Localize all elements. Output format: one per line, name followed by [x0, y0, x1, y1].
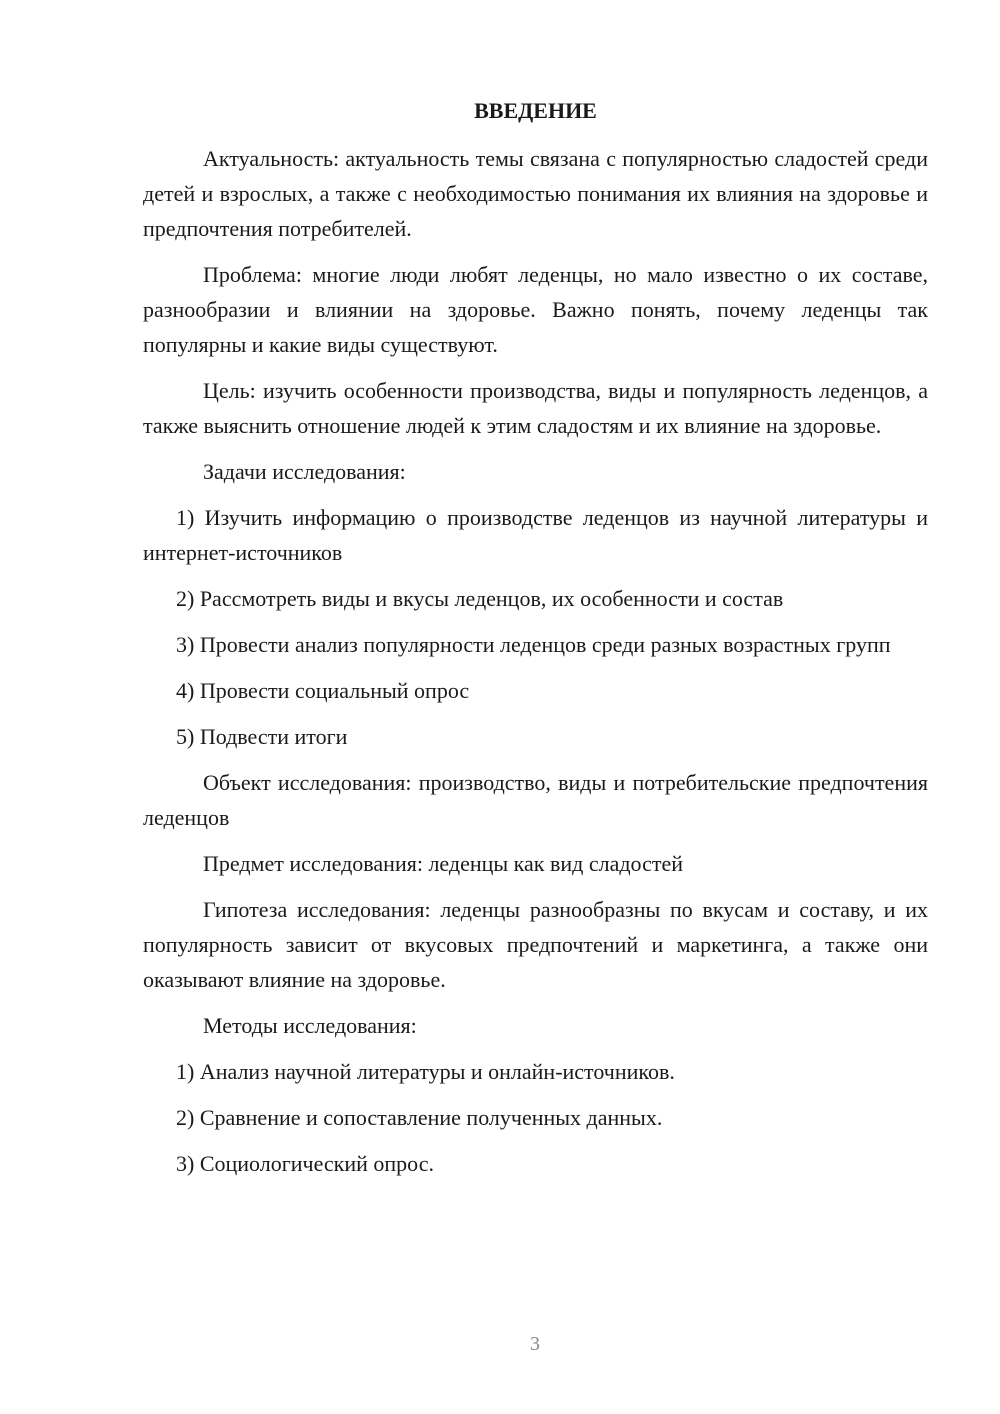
subject-paragraph: Предмет исследования: леденцы как вид сладостей — [203, 851, 684, 876]
problem-paragraph: Проблема: многие люди любят леденцы, но мало известно о их составе, разнообразии и влиянии на здоровье. Важно понять, почему леденцы так популярны и какие виды существуют. — [143, 262, 928, 357]
hypothesis-paragraph: Гипотеза исследования: леденцы разнообразны по вкусам и составу, и их популярность зависит от вкусовых предпочтений и маркетинга, а также они оказывают влияние на здоровье. — [143, 897, 928, 992]
task-item: 1) Изучить информацию о производстве леденцов из научной литературы и интернет-источников — [143, 505, 928, 565]
goal-paragraph: Цель: изучить особенности производства, виды и популярность леденцов, а также выяснить отношение людей к этим сладостям и их влияние на здоровье. — [143, 378, 928, 438]
page-number: 3 — [530, 1333, 540, 1355]
relevance-paragraph: Актуальность: актуальность темы связана с популярностью сладостей среди детей и взрослых, а также с необходимостью понимания их влияния на здоровье и предпочтения потребителей. — [143, 146, 928, 241]
task-item: 4) Провести социальный опрос — [176, 678, 470, 703]
task-item: 2) Рассмотреть виды и вкусы леденцов, их особенности и состав — [176, 586, 784, 611]
page-title: ВВЕДЕНИЕ — [474, 98, 597, 123]
tasks-heading: Задачи исследования: — [203, 459, 406, 484]
task-item: 5) Подвести итоги — [176, 724, 348, 749]
task-item: 3) Провести анализ популярности леденцов среди разных возрастных групп — [176, 632, 891, 657]
page-content — [143, 96, 928, 1192]
object-paragraph: Объект исследования: производство, виды и потребительские предпочтения леденцов — [143, 770, 928, 830]
method-item: 1) Анализ научной литературы и онлайн-источников. — [176, 1059, 675, 1084]
method-item: 3) Социологический опрос. — [176, 1151, 434, 1176]
method-item: 2) Сравнение и сопоставление полученных данных. — [176, 1105, 663, 1130]
methods-heading: Методы исследования: — [203, 1013, 417, 1038]
